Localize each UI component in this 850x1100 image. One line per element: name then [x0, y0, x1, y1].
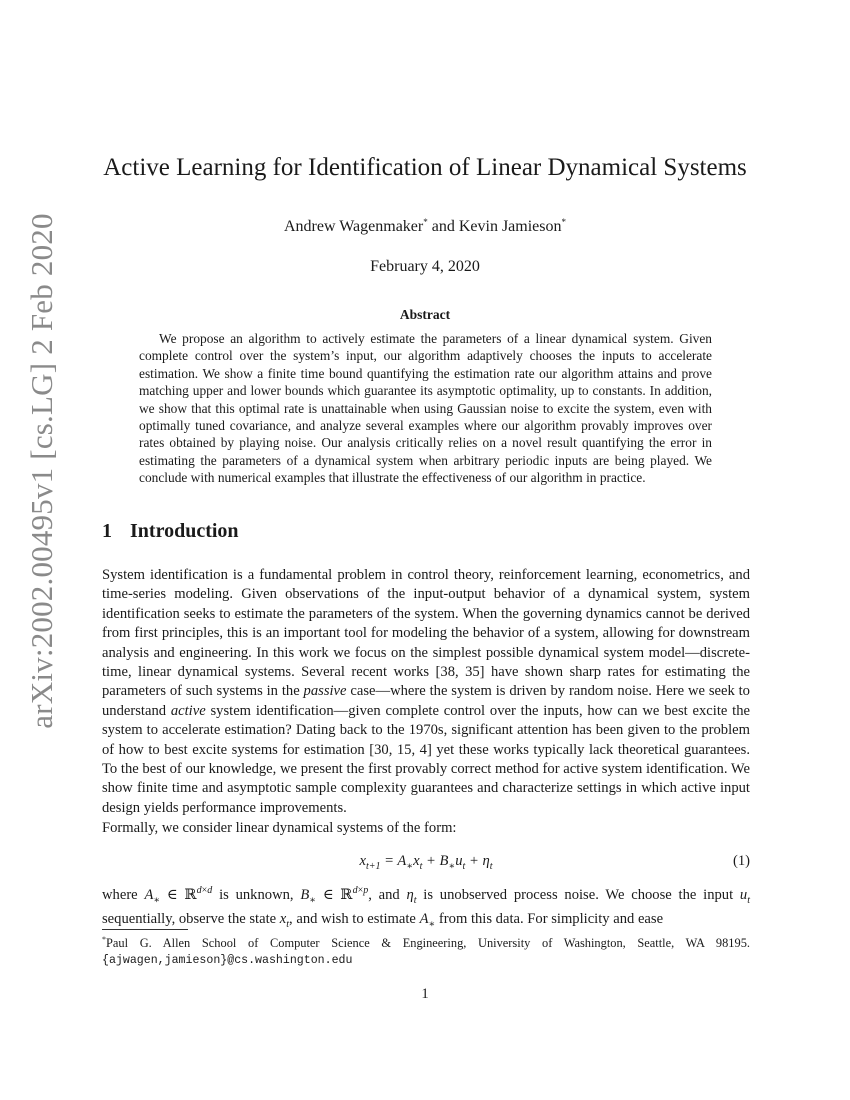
equation-1 — [102, 850, 750, 872]
footnote-rule — [102, 929, 188, 930]
footnote-mark: * — [102, 935, 106, 944]
intro-paragraph-3: where $A_∗$ ∈ ℝ$^{d\times d}$ is unknown, $B_∗$ ∈ ℝ$^{d\times p}$, and $\eta_t$ is unobserved process noise. We choose the input $u_t$ sequentially, observe the state $x_t$, and wish to estimate $A_∗$ from this data. For simplicity and ease — [102, 885, 750, 931]
paper-title: Active Learning for Identification of Linear Dynamical Systems — [103, 154, 747, 181]
abstract-text: We propose an algorithm to actively estimate the parameters of a linear dynamical system. Given complete control over the system’s input, our algorithm adaptively chooses the inputs to accelerate estimation. We show a finite time bound quantifying the estimation rate our algorithm attains and prove matching upper and lower bounds which guarantee its asymptotic optimality, up to constants. In addition, we show that this optimal rate is unattainable when using Gaussian noise to excite the system, even with optimally tuned covariance, and analyze several examples where our algorithm provably improves over rates obtained by playing noise. Our analysis critically relies on a novel result quantifying the error in estimating the parameters of a dynamical system when arbitrary periodic inputs are being played. We conclude with numerical examples that illustrate the effectiveness of our algorithm in practice. — [139, 331, 712, 486]
author-separator: and — [427, 218, 459, 235]
footnote-mark: * — [423, 217, 428, 227]
footnote-emails: {ajwagen,jamieson}@cs.washington.edu — [102, 954, 353, 967]
footnote-affiliation: Paul G. Allen School of Computer Science & Engineering, University of Washington, Seattle, WA 98195. — [106, 936, 750, 950]
author-name: Andrew Wagenmaker — [283, 218, 424, 235]
emphasis-active: active — [170, 702, 206, 719]
arxiv-sidebar-stamp — [14, 213, 70, 729]
abstract-heading: Abstract — [399, 307, 451, 322]
paper-date: February 4, 2020 — [370, 258, 480, 275]
section-heading — [102, 517, 239, 545]
footnote-mark: * — [561, 217, 566, 227]
section-title: Introduction — [130, 520, 239, 542]
intro-paragraph-2: Formally, we consider linear dynamical systems of the form: — [102, 820, 457, 836]
equation-number: (1) — [732, 853, 750, 869]
footnote — [102, 932, 750, 969]
author-line — [0, 211, 850, 238]
intro-paragraph-1: System identification is a fundamental problem in control theory, reinforcement learning, econometrics, and time-series modeling. Given observations of the input-output behavior of a dynamical system, system identification seeks to estimate the parameters of the system. When the governing dynamics cannot be derived from first principles, this is an important tool for modeling the behavior of a system, allowing for downstream analysis and engineering. In this work we focus on the simplest possible dynamical system model—discrete-time, linear dynamical systems. Several recent works [38, 35] have shown sharp rates for estimating the parameters of such systems in the passive case—where the system is driven by random noise. Here we seek to understand active system identification—given complete control over the inputs, how can we best excite the system to accelerate estimation? Dating back to the 1970s, significant attention has been given to the problem of how to best excite systems for estimation [30, 15, 4] yet these works typically lack theoretical guarantees. To the best of our knowledge, we present the first provably correct method for active system identification. We show finite time and asymptotic sample complexity guarantees and characterize settings in which active input design yields performance improvements. — [102, 567, 750, 816]
arxiv-identifier: arXiv:2002.00495v1 [cs.LG] 2 Feb 2020 — [24, 213, 59, 729]
page-number: 1 — [421, 986, 429, 1002]
author-name: Kevin Jamieson — [458, 218, 562, 235]
emphasis-passive: passive — [303, 683, 347, 700]
abstract-body — [139, 330, 712, 487]
equation-body: $x_{t+1} = A_∗x_t + B_∗u_t + \eta_t$ — [359, 853, 493, 872]
section-number: 1 — [102, 520, 112, 542]
